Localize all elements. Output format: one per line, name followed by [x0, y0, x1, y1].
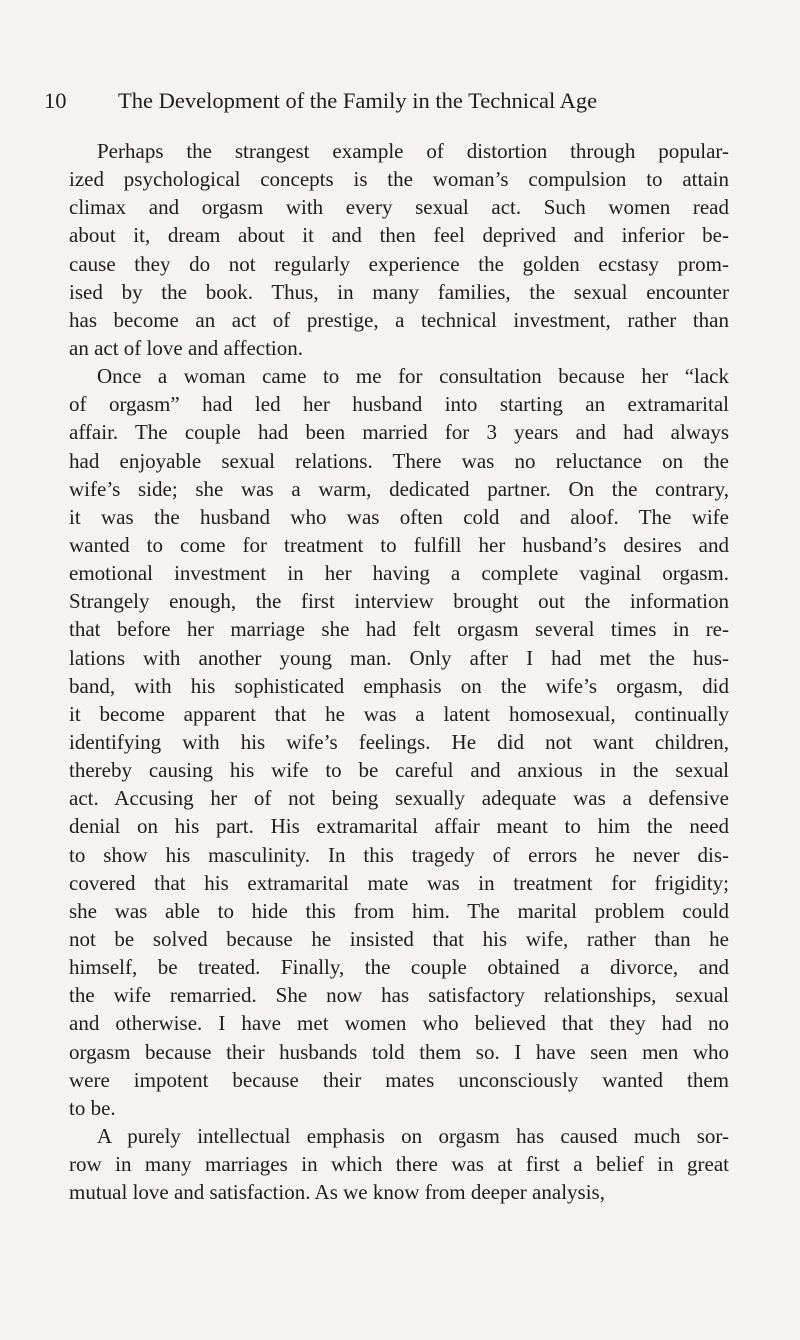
text-line: climax and orgasm with every sexual act. Such women read	[69, 195, 729, 220]
text-line: Perhaps the strangest example of distortion through popular-	[97, 139, 729, 163]
text-line: the wife remarried. She now has satisfactory relationships, sexual	[69, 983, 729, 1008]
text-line: cause they do not regularly experience the golden ecstasy prom-	[69, 251, 729, 276]
text-line: not be solved because he insisted that his wife, rather than he	[69, 926, 729, 951]
body-text	[69, 137, 729, 1206]
text-line: to be.	[69, 1095, 116, 1120]
running-title: The Development of the Family in the Technical Age	[118, 88, 598, 113]
text-line: mutual love and satisfaction. As we know from deeper analysis,	[69, 1180, 605, 1205]
running-head	[44, 84, 764, 118]
text-line: it become apparent that he was a latent homosexual, continually	[69, 701, 729, 726]
text-line: row in many marriages in which there was at first a belief in great	[69, 1152, 729, 1177]
text-line: an act of love and affection.	[69, 335, 304, 360]
text-line: about it, dream about it and then feel deprived and inferior be-	[69, 223, 729, 248]
text-line: A purely intellectual emphasis on orgasm has caused much sor-	[97, 1123, 729, 1148]
text-line: and otherwise. I have met women who believed that they had no	[69, 1011, 729, 1036]
text-line: emotional investment in her having a complete vaginal orgasm.	[69, 561, 729, 586]
text-line: ized psychological concepts is the woman’s compulsion to attain	[69, 167, 729, 192]
text-line: covered that his extramarital mate was in treatment for frigidity;	[69, 870, 729, 895]
text-line: denial on his part. His extramarital affair meant to him the need	[69, 814, 729, 839]
text-line: has become an act of prestige, a technical investment, rather than	[69, 307, 729, 332]
paragraph	[69, 1122, 729, 1206]
text-line: act. Accusing her of not being sexually adequate was a defensive	[69, 786, 729, 811]
text-line: lations with another young man. Only after I had met the hus-	[69, 645, 729, 670]
text-line: Once a woman came to me for consultation because her “lack	[97, 364, 729, 389]
text-line: to show his masculinity. In this tragedy of errors he never dis-	[69, 842, 729, 867]
text-line: Strangely enough, the first interview brought out the information	[69, 589, 729, 614]
text-line: affair. The couple had been married for 3 years and had always	[69, 420, 729, 445]
text-line: she was able to hide this from him. The marital problem could	[69, 898, 729, 923]
page-number: 10	[44, 88, 67, 113]
paragraph	[69, 362, 729, 1122]
paragraph	[69, 137, 729, 362]
text-line: identifying with his wife’s feelings. He did not want children,	[69, 729, 729, 754]
text-line: himself, be treated. Finally, the couple obtained a divorce, and	[69, 955, 729, 980]
text-line: it was the husband who was often cold and aloof. The wife	[69, 504, 729, 529]
text-line: orgasm because their husbands told them so. I have seen men who	[69, 1039, 729, 1064]
text-line: wife’s side; she was a warm, dedicated partner. On the contrary,	[69, 476, 729, 501]
text-line: were impotent because their mates unconsciously wanted them	[69, 1067, 729, 1092]
text-line: had enjoyable sexual relations. There was no reluctance on the	[69, 448, 729, 473]
text-line: band, with his sophisticated emphasis on the wife’s orgasm, did	[69, 673, 729, 698]
text-line: that before her marriage she had felt orgasm several times in re-	[69, 617, 729, 642]
text-line: wanted to come for treatment to fulfill her husband’s desires and	[69, 532, 729, 557]
text-line: ised by the book. Thus, in many families, the sexual encounter	[69, 279, 729, 304]
text-line: of orgasm” had led her husband into starting an extramarital	[69, 392, 729, 417]
text-line: thereby causing his wife to be careful and anxious in the sexual	[69, 758, 729, 783]
